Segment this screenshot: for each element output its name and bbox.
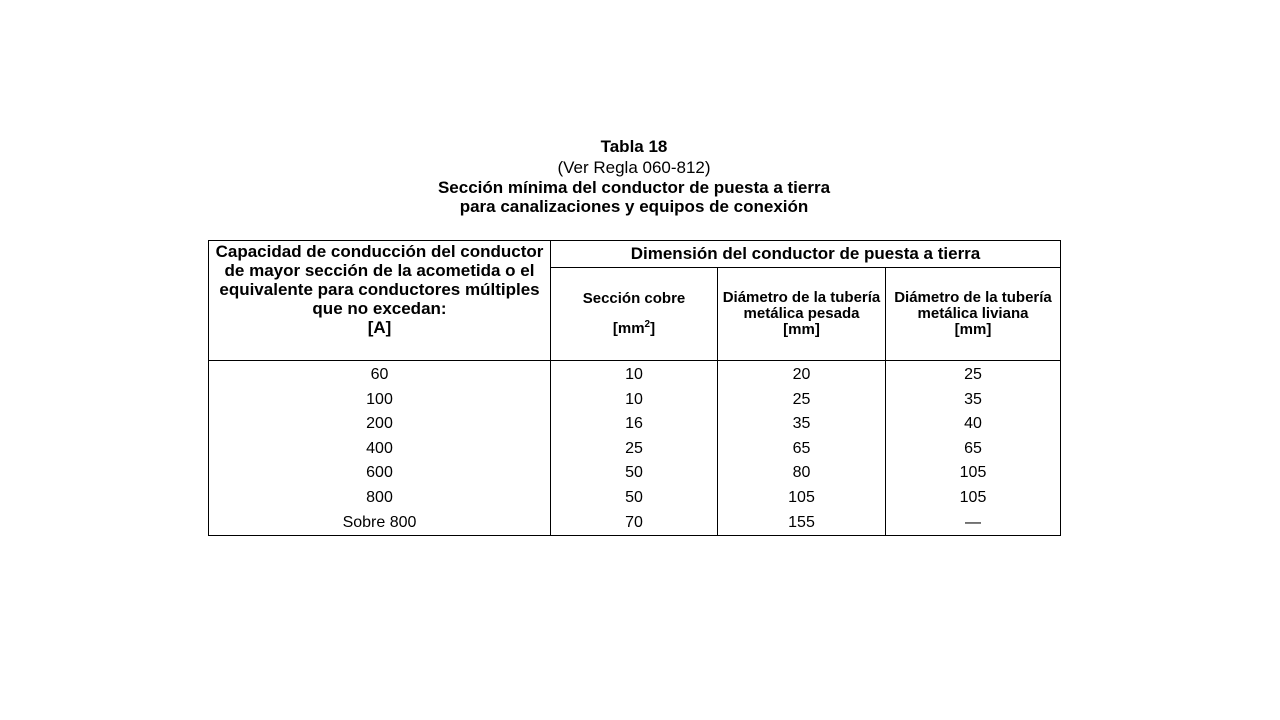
capacity-header-text: Capacidad de conducción del conductor de mayor sección de la acometida o el equivalente para conductores múltiples que no excedan: [215, 242, 544, 318]
copper-cell: 25 [551, 437, 718, 462]
table-row [209, 486, 1061, 511]
rule-reference: (Ver Regla 060-812) [557, 158, 711, 177]
capacity-cell: Sobre 800 [209, 511, 551, 536]
dimension-group-header: Dimensión del conductor de puesta a tierra [551, 241, 1061, 268]
copper-cell: 16 [551, 412, 718, 437]
capacity-cell: 400 [209, 437, 551, 462]
table-title-line-2: para canalizaciones y equipos de conexión [459, 197, 809, 216]
heavy-pipe-unit: [mm] [783, 321, 820, 338]
heavy-pipe-cell: 35 [718, 412, 886, 437]
heavy-pipe-cell: 105 [718, 486, 886, 511]
table-row [209, 511, 1061, 536]
copper-cell: 70 [551, 511, 718, 536]
table-title-line-1: Sección mínima del conductor de puesta a tierra [437, 178, 831, 197]
light-pipe-label: Diámetro de la tubería metálica liviana [894, 289, 1052, 322]
copper-cell: 50 [551, 486, 718, 511]
light-pipe-cell: 40 [886, 412, 1061, 437]
table-heading [300, 136, 968, 216]
light-pipe-cell: 25 [886, 361, 1061, 388]
heavy-pipe-label: Diámetro de la tubería metálica pesada [722, 289, 881, 322]
table-row [209, 437, 1061, 462]
light-pipe-unit: [mm] [954, 321, 992, 338]
copper-cell: 10 [551, 388, 718, 413]
light-pipe-cell: 65 [886, 437, 1061, 462]
heavy-pipe-cell: 80 [718, 461, 886, 486]
heavy-pipe-cell: 155 [718, 511, 886, 536]
capacity-column-header [209, 241, 551, 361]
copper-section-unit: $[mm^2]$ [612, 319, 656, 337]
heavy-pipe-cell: 65 [718, 437, 886, 462]
capacity-header-unit: [A] [367, 318, 392, 337]
grounding-conductor-table [208, 240, 1061, 536]
copper-section-label: Sección cobre [582, 290, 686, 307]
capacity-cell: 800 [209, 486, 551, 511]
light-pipe-cell: 105 [886, 486, 1061, 511]
table-row [209, 461, 1061, 486]
capacity-cell: 100 [209, 388, 551, 413]
table-row [209, 388, 1061, 413]
heavy-pipe-header [718, 268, 886, 361]
copper-cell: 50 [551, 461, 718, 486]
light-pipe-cell: 105 [886, 461, 1061, 486]
copper-section-header [551, 268, 718, 361]
heavy-pipe-cell: 20 [718, 361, 886, 388]
light-pipe-cell: — [886, 511, 1061, 536]
light-pipe-cell: 35 [886, 388, 1061, 413]
heavy-pipe-cell: 25 [718, 388, 886, 413]
light-pipe-header [886, 268, 1061, 361]
table-row [209, 412, 1061, 437]
capacity-cell: 200 [209, 412, 551, 437]
capacity-cell: 600 [209, 461, 551, 486]
table-body [209, 361, 1061, 536]
capacity-cell: 60 [209, 361, 551, 388]
table-row [209, 361, 1061, 388]
copper-cell: 10 [551, 361, 718, 388]
table-number: Tabla 18 [600, 137, 668, 156]
